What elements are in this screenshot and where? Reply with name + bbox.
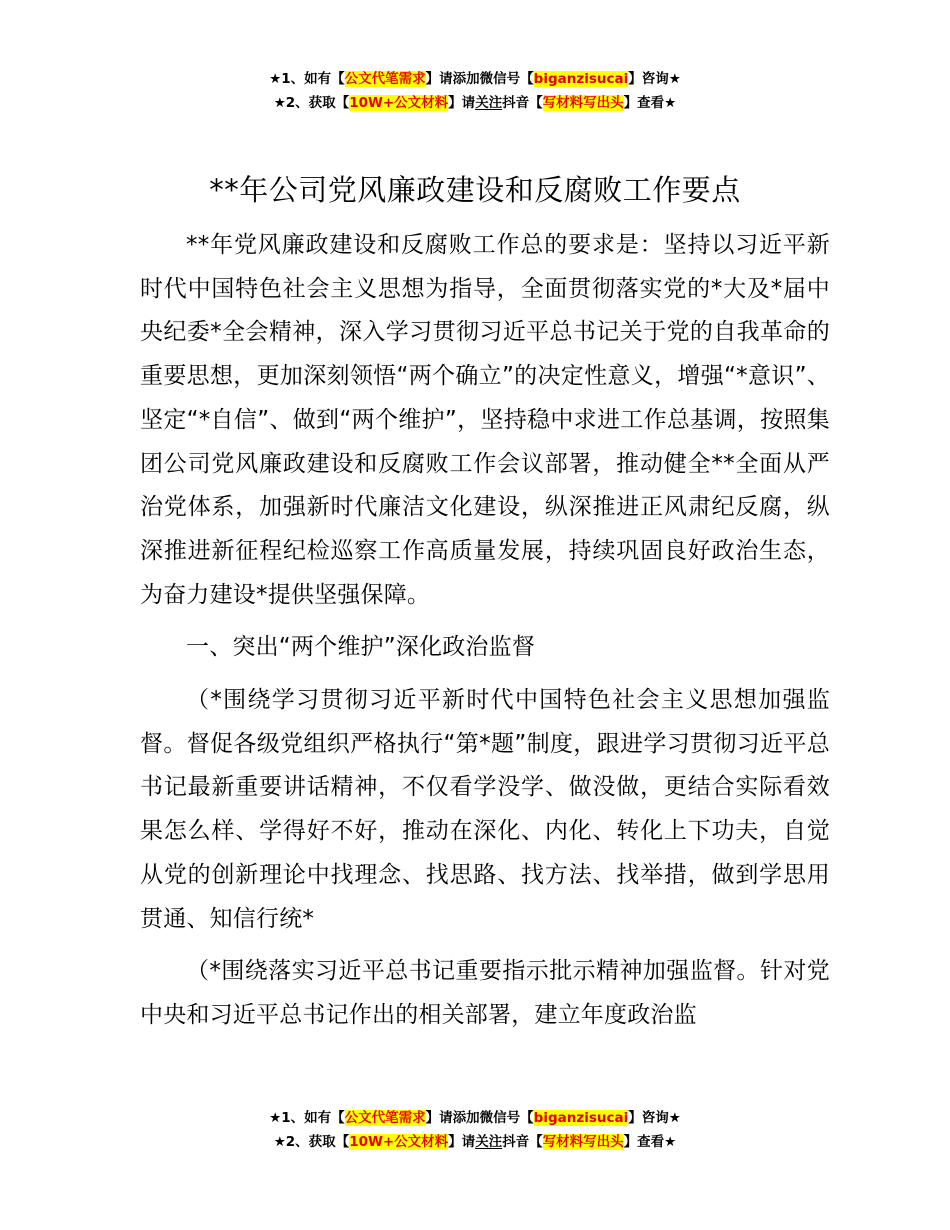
paragraph-intro: **年党风廉政建设和反腐败工作总的要求是：坚持以习近平新时代中国特色社会主义思想为指导，全面贯彻落实党的*大及*届中央纪委*全会精神，深入学习贯彻习近平总书记关于党的自我革命的重要思想，更加深刻领悟“两个确立”的决定性意义，增强“*意识”、坚定“*自信”、做到“两个维护”，坚持稳中求进工作总基调，按照集团公司党风廉政建设和反腐败工作会议部署，推动健全**全面从严治党体系，加强新时代廉洁文化建设，纵深推进正风肃纪反腐，纵深推进新征程纪检巡察工作高质量发展，持续巩固良好政治生态，为奋力建设*提供坚强保障。 [140,232,830,608]
banner-highlight: 写材料写出头 [542,1134,624,1150]
banner-emphasis: 添加 [452,71,480,87]
banner-text: 】咨询★ [628,71,681,87]
banner-emphasis: 关注 [475,95,503,111]
banner-text: 】请 [448,95,476,111]
banner-line-1 [0,67,950,91]
banner-text: ★1、如有【 [269,1110,345,1126]
banner-highlight: biganzisucai [533,1110,629,1126]
banner-line-1 [0,1106,950,1130]
banner-highlight: 写材料写出头 [542,95,624,111]
banner-text: 】查看★ [623,95,677,111]
banner-text: 抖音【 [502,95,543,111]
banner-emphasis: 添加 [452,1110,480,1126]
banner-highlight: biganzisucai [533,71,629,87]
section-heading-1: 一、突出“两个维护”深化政治监督 [186,634,536,661]
banner-text: ★1、如有【 [269,71,345,87]
banner-highlight: 10W+公文材料 [349,1134,449,1150]
header-banner [0,67,950,115]
banner-emphasis: 关注 [475,1134,503,1150]
banner-text: 】请 [425,1110,453,1126]
banner-highlight: 公文代笔需求 [344,1110,426,1126]
banner-text: 】咨询★ [628,1110,681,1126]
banner-text: 微信号【 [479,1110,534,1126]
banner-text: 抖音【 [502,1134,543,1150]
document-title: **年公司党风廉政建设和反腐败工作要点 [209,173,741,207]
paragraph-item-2: （*围绕落实习近平总书记重要指示批示精神加强监督。针对党中央和习近平总书记作出的相关部署，建立年度政治监 [140,958,830,1028]
document-body [140,224,830,1047]
banner-text: ★2、获取【 [273,1134,350,1150]
banner-text: 】请 [448,1134,476,1150]
banner-line-2 [0,91,950,115]
banner-text: 】请 [425,71,453,87]
paragraph-item-1: （*围绕学习贯彻习近平新时代中国特色社会主义思想加强监督。督促各级党组织严格执行“第*题”制度，跟进学习贯彻习近平总书记最新重要讲话精神，不仅看学没学、做没做，更结合实际看效果怎么样、学得好不好，推动在深化、内化、转化上下功夫，自觉从党的创新理论中找理念、找思路、找方法、找举措，做到学思用贯通、知信行统* [140,687,830,932]
banner-highlight: 10W+公文材料 [349,95,449,111]
banner-text: ★2、获取【 [273,95,350,111]
banner-text: 】查看★ [623,1134,677,1150]
banner-text: 微信号【 [479,71,534,87]
footer-banner [0,1106,950,1154]
banner-highlight: 公文代笔需求 [344,71,426,87]
banner-line-2 [0,1130,950,1154]
